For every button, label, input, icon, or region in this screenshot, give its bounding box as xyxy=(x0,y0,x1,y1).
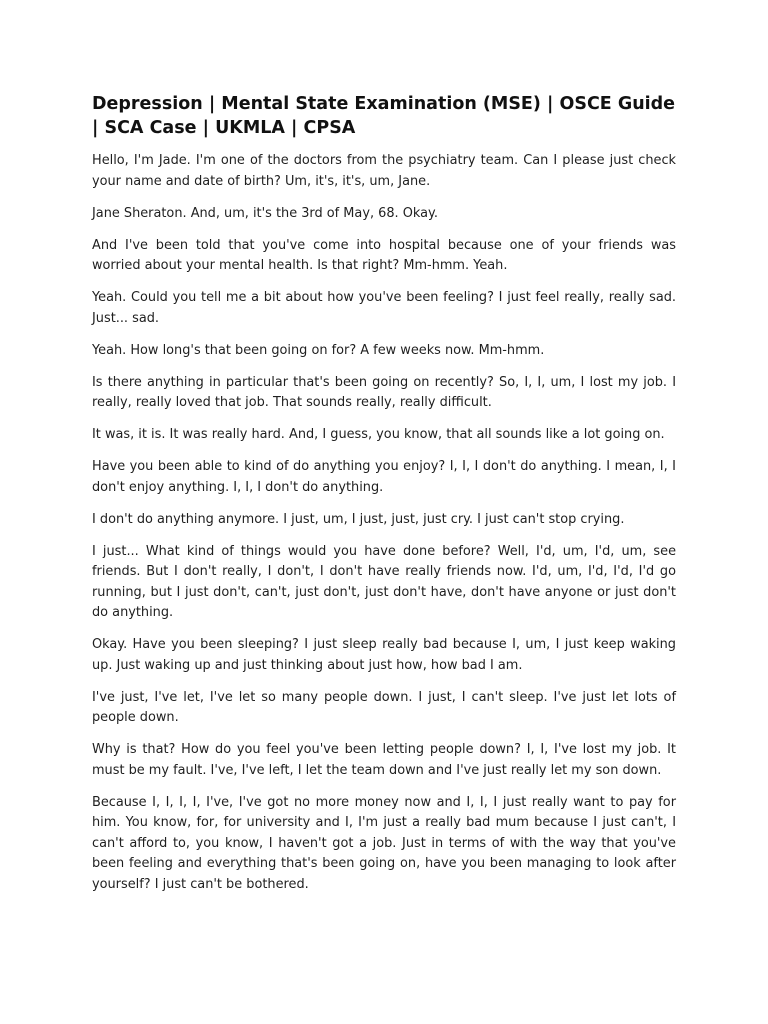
paragraph-1: Hello, I'm Jade. I'm one of the doctors from the psychiatry team. Can I please just check your name and date of birth? Um, it's, it's, um, Jane. xyxy=(92,153,676,189)
paragraph-9: I don't do anything anymore. I just, um, I just, just, just cry. I just can't stop crying. xyxy=(92,511,625,527)
paragraph-3: And I've been told that you've come into hospital because one of your friends was worried about your mental health. Is that right? Mm-hmm. Yeah. xyxy=(92,237,676,273)
paragraph-11: Okay. Have you been sleeping? I just sleep really bad because I, um, I just keep waking up. Just waking up and just thinking about just how, how bad I am. xyxy=(92,637,676,673)
paragraph-10: I just... What kind of things would you have done before? Well, I'd, um, I'd, um, see friends. But I don't really, I don't, I don't have really friends now. I'd, um, I'd, I'd, I'd go running, but I just don't, can't, just don't, just don't have, don't have anyone or just don't do anything. xyxy=(92,543,676,620)
document-title: Depression | Mental State Examination (MSE) | OSCE Guide | SCA Case | UKMLA | CPSA xyxy=(92,94,676,138)
paragraph-12: I've just, I've let, I've let so many people down. I just, I can't sleep. I've just let lots of people down. xyxy=(92,689,676,725)
paragraph-8: Have you been able to kind of do anything you enjoy? I, I, I don't do anything. I mean, I, I don't enjoy anything. I, I, I don't do anything. xyxy=(92,459,676,495)
paragraph-14: Because I, I, I, I, I've, I've got no more money now and I, I, I just really want to pay for him. You know, for, for university and I, I'm just a really bad mum because I just can't, I can't afford to, you know, I haven't got a job. Just in terms of with the way that you've been feeling and everything that's been going on, have you been managing to look after yourself? I just can't be bothered. xyxy=(92,794,676,892)
paragraph-7: It was, it is. It was really hard. And, I guess, you know, that all sounds like a lot going on. xyxy=(92,427,665,442)
paragraph-6: Is there anything in particular that's been going on recently? So, I, I, um, I lost my job. I really, really loved that job. That sounds really, really difficult. xyxy=(92,374,676,410)
paragraph-4: Yeah. Could you tell me a bit about how you've been feeling? I just feel really, really sad. Just... sad. xyxy=(92,290,676,326)
paragraph-2: Jane Sheraton. And, um, it's the 3rd of May, 68. Okay. xyxy=(92,205,438,221)
paragraph-13: Why is that? How do you feel you've been letting people down? I, I, I've lost my job. It must be my fault. I've, I've left, I let the team down and I've just really let my son down. xyxy=(92,742,676,778)
paragraph-5: Yeah. How long's that been going on for? A few weeks now. Mm-hmm. xyxy=(92,342,545,358)
document-page xyxy=(92,92,676,907)
